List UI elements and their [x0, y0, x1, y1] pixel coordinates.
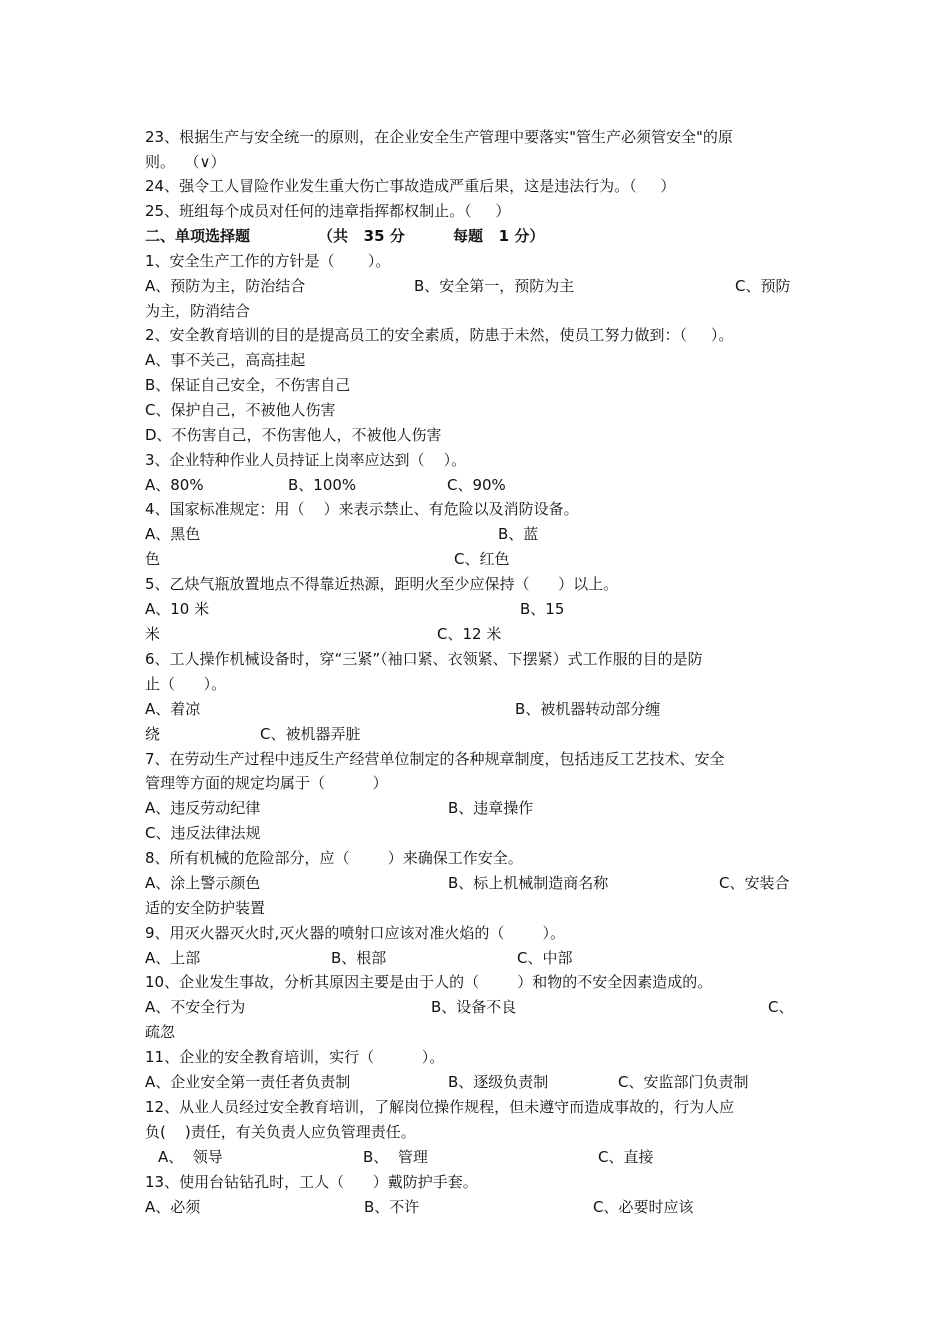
question-12-stem: 12、从业人员经过安全教育培训，了解岗位操作规程，但未遵守而造成事故的，行为人应	[145, 1098, 735, 1116]
question-13-option-b: B、不许	[364, 1198, 420, 1216]
question-10-option-c: C、	[768, 998, 794, 1016]
question-8-option-c: C、安装合	[719, 874, 790, 892]
question-2-option-b: B、保证自己安全，不伤害自己	[145, 376, 351, 394]
question-3-option-c: C、90%	[447, 476, 506, 494]
question-4-stem: 4、国家标准规定：用（ ）来表示禁止、有危险以及消防设备。	[145, 500, 579, 518]
question-7-option-a: A、违反劳动纪律	[145, 799, 261, 817]
question-3-stem: 3、企业特种作业人员持证上岗率应达到（ ）。	[145, 451, 467, 469]
section-each: 每题 1 分）	[453, 227, 545, 245]
question-1-option-a: A、预防为主，防治结合	[145, 277, 306, 295]
question-2-option-c: C、保护自己，不被他人伤害	[145, 401, 336, 419]
question-4-option-b: B、蓝	[498, 525, 539, 543]
question-6-stem-cont: 止（ ）。	[145, 675, 227, 693]
question-13-option-a: A、必须	[145, 1198, 201, 1216]
question-11-option-a: A、企业安全第一责任者负责制	[145, 1073, 351, 1091]
question-3-option-b: B、100%	[288, 476, 357, 494]
question-11-option-c: C、安监部门负责制	[618, 1073, 749, 1091]
question-10-stem: 10、企业发生事故，分析其原因主要是由于人的（ ）和物的不安全因素造成的。	[145, 973, 713, 991]
question-6-option-c: C、被机器弄脏	[260, 725, 361, 743]
question-4-option-c: C、红色	[454, 550, 510, 568]
question-11-option-b: B、逐级负责制	[448, 1073, 549, 1091]
question-5-option-b-cont: 米	[145, 625, 161, 643]
question-5-option-a: A、10 米	[145, 600, 210, 618]
question-4-option-a: A、黑色	[145, 525, 201, 543]
question-6-option-b-cont: 绕	[145, 725, 161, 743]
question-9-option-b: B、根部	[331, 949, 387, 967]
question-8-option-b: B、标上机械制造商名称	[448, 874, 609, 892]
question-2-stem: 2、安全教育培训的目的是提高员工的安全素质，防患于未然，使员工努力做到：（ ）。	[145, 326, 734, 344]
question-8-option-c-cont: 适的安全防护装置	[145, 899, 266, 917]
question-5-option-b: B、15	[520, 600, 565, 618]
question-13-option-c: C、必要时应该	[593, 1198, 694, 1216]
question-12-option-a: A、 领导	[158, 1148, 223, 1166]
section-total: （共 35 分	[318, 227, 405, 245]
question-10-option-b: B、设备不良	[431, 998, 517, 1016]
question-1-option-c: C、预防	[735, 277, 791, 295]
tf-question-25: 25、班组每个成员对任何的违章指挥都权制止。（ ）	[145, 202, 511, 220]
question-1-option-b: B、安全第一，预防为主	[414, 277, 575, 295]
question-2-option-d: D、不伤害自己，不伤害他人，不被他人伤害	[145, 426, 442, 444]
question-12-option-c: C、直接	[598, 1148, 654, 1166]
question-7-option-c: C、违反法律法规	[145, 824, 261, 842]
question-10-option-a: A、不安全行为	[145, 998, 246, 1016]
question-8-option-a: A、涂上警示颜色	[145, 874, 261, 892]
question-1-option-c-cont: 为主，防消结合	[145, 302, 251, 320]
question-2-option-a: A、事不关己，高高挂起	[145, 351, 306, 369]
question-10-option-c-cont: 疏忽	[145, 1023, 176, 1041]
question-6-option-a: A、着凉	[145, 700, 201, 718]
tf-question-24: 24、强令工人冒险作业发生重大伤亡事故造成严重后果，这是违法行为。（ ）	[145, 177, 676, 195]
section-title: 二、单项选择题	[145, 227, 251, 245]
question-6-stem: 6、工人操作机械设备时，穿“三紧”（袖口紧、衣领紧、下摆紧）式工作服的目的是防	[145, 650, 703, 668]
tf-question-23-cont: 则。 （∨）	[145, 153, 226, 171]
question-12-option-b: B、 管理	[363, 1148, 428, 1166]
question-9-option-c: C、中部	[517, 949, 573, 967]
question-7-option-b: B、违章操作	[448, 799, 534, 817]
question-5-stem: 5、乙炔气瓶放置地点不得靠近热源，距明火至少应保持（ ）以上。	[145, 575, 619, 593]
question-8-stem: 8、所有机械的危险部分，应（ ）来确保工作安全。	[145, 849, 523, 867]
question-3-option-a: A、80%	[145, 476, 204, 494]
question-13-stem: 13、使用台钻钻孔时，工人（ ）戴防护手套。	[145, 1173, 478, 1191]
question-5-option-c: C、12 米	[437, 625, 502, 643]
question-6-option-b: B、被机器转动部分缠	[515, 700, 661, 718]
question-11-stem: 11、企业的安全教育培训，实行（ ）。	[145, 1048, 445, 1066]
question-12-stem-cont: 负( )责任，有关负责人应负管理责任。	[145, 1123, 416, 1141]
question-7-stem-cont: 管理等方面的规定均属于（ ）	[145, 774, 388, 792]
question-4-option-b-cont: 色	[145, 550, 161, 568]
tf-question-23: 23、根据生产与安全统一的原则，在企业安全生产管理中要落实"管生产必须管安全"的原	[145, 128, 733, 146]
question-7-stem: 7、在劳动生产过程中违反生产经营单位制定的各种规章制度，包括违反工艺技术、安全	[145, 750, 725, 768]
question-1-stem: 1、安全生产工作的方针是（ ）。	[145, 252, 391, 270]
question-9-stem: 9、用灭火器灭火时,灭火器的喷射口应该对准火焰的（ ）。	[145, 924, 565, 942]
question-9-option-a: A、上部	[145, 949, 201, 967]
